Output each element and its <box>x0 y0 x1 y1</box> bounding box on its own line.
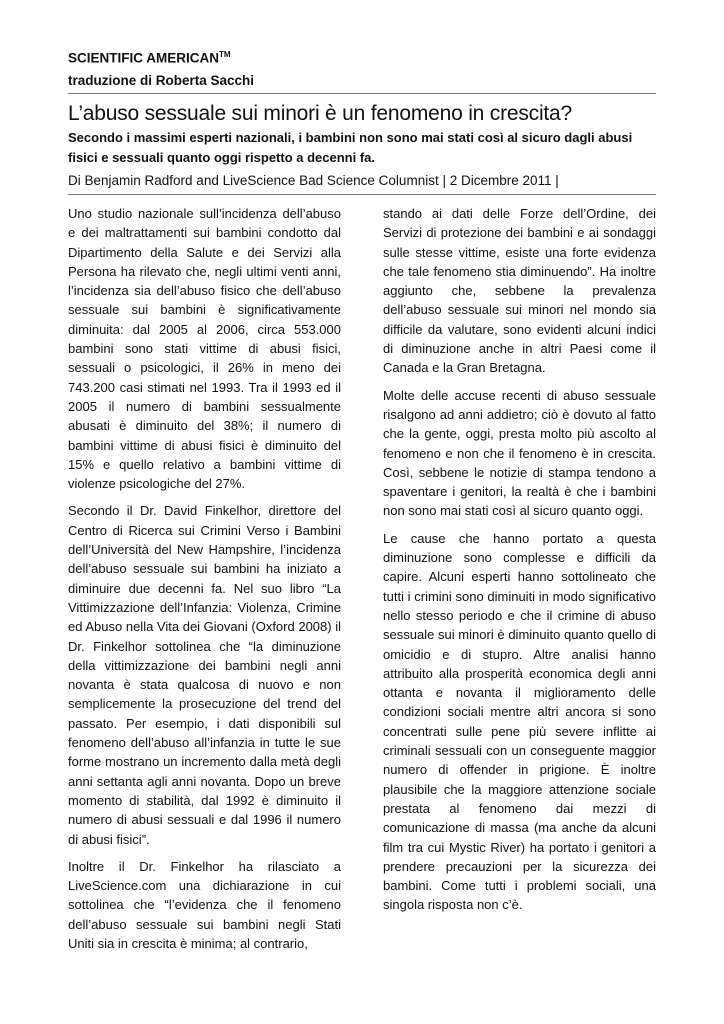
publication-name: SCIENTIFIC AMERICAN™ <box>68 50 231 66</box>
paragraph: Le cause che hanno portato a questa diminuzione sono complesse e difficili da capire. Alcuni esperti hanno sottolineato che tutti i crimini sono diminuiti in modo significativo nello stesso periodo e che il crimine di abuso sessuale sui minori è diminuito quanto quello di omicidio e di stupro. Altre analisi hanno attribuito alla prosperità economica degli anni ottanta e novanta il miglioramento delle condizioni sociali mentre altri ancora si sono concentrati sulle pene più severe inflitte ai criminali sessuali con un conseguente maggior numero di offender in prigione. È inoltre plausibile che la maggiore attenzione sociale prestata al fenomeno dai mezzi di comunicazione di massa (ma anche da alcuni film tra cui Mystic River) ha portato i genitori a prendere precauzioni per la sicurezza dei bambini. Come tutti i problemi sociali, una singola risposta non c’è. <box>383 530 656 913</box>
translator-credit: traduzione di Roberta Sacchi <box>68 72 255 88</box>
right-column <box>383 204 656 923</box>
article-subtitle: Secondo i massimi esperti nazionali, i bambini non sono mai stati così al sicuro dagli abusi fisici e sessuali quanto oggi rispetto a decenni fa. <box>68 130 633 165</box>
byline-divider <box>68 194 656 195</box>
header-divider <box>68 93 656 94</box>
document-header <box>68 44 254 92</box>
article-byline: Di Benjamin Radford and LiveScience Bad Science Columnist | 2 Dicembre 2011 | <box>68 173 559 188</box>
paragraph: Inoltre il Dr. Finkelhor ha rilasciato a LiveScience.com una dichiarazione in cui sottolinea che “l’evidenza che il fenomeno dell’abuso sessuale sui bambini negli Stati Uniti sia in crescita è minima; al contrario, <box>68 858 341 951</box>
paragraph: stando ai dati delle Forze dell’Ordine, dei Servizi di protezione dei bambini e ai sondaggi sulle stesse vittime, esiste una forte evidenza che tale fenomeno stia diminuendo”. Ha inoltre aggiunto che, sebbene la prevalenza dell’abuso sessuale sui minori nel mondo sia difficile da valutare, sono evidenti alcuni indici di diminuzione anche in altri Paesi come il Canada e la Gran Bretagna. <box>383 206 656 376</box>
article-title: L’abuso sessuale sui minori è un fenomeno in crescita? <box>68 102 572 125</box>
paragraph: Molte delle accuse recenti di abuso sessuale risalgono ad anni addietro; ciò è dovuto al fatto che la gente, oggi, presta molto più ascolto al fenomeno e non che il fenomeno è in crescita. Così, sebbene le notizie di stampa tendono a spaventare i genitori, la realtà è che i bambini non sono mai stati così al sicuro quanto oggi. <box>383 387 656 519</box>
left-column <box>68 204 341 961</box>
paragraph: Secondo il Dr. David Finkelhor, direttore del Centro di Ricerca sui Crimini Verso i Bambini dell’Università del New Hampshire, l’incidenza dell’abuso sessuale sui bambini ha iniziato a diminuire due decenni fa. Nel suo libro “La Vittimizzazione dell’Infanzia: Violenza, Crimine ed Abuso nella Vita dei Giovani (Oxford 2008) il Dr. Finkelhor sottolinea che “la diminuzione della vittimizzazione dei bambini negli anni novanta è stata qualcosa di nuovo e non semplicemente la prosecuzione del trend del passato. Per esempio, i dati disponibili sul fenomeno dell’abuso all’infanzia in tutte le sue forme mostrano un incremento dalla metà degli anni settanta agli anni novanta. Dopo un breve momento di stabilità, dal 1992 è diminuito il numero di abusi sessuali e dal 1996 il numero di abusi fisici”. <box>68 503 341 847</box>
paragraph: Uno studio nazionale sull’incidenza dell’abuso e dei maltrattamenti sui bambini condotto dal Dipartimento della Salute e dei Servizi alla Persona ha rilevato che, negli ultimi venti anni, l’incidenza sia dell’abuso fisico che dell’abuso sessuale sui bambini è significativamente diminuita: dal 2005 al 2006, circa 553.000 bambini sono stati vittime di abusi fisici, sessuali o psicologici, il 26% in meno dei 743.200 casi stimati nel 1993. Tra il 1993 ed il 2005 il numero di bambini sessualmente abusati è diminuito del 38%; il numero di bambini vittime di abusi fisici è diminuito del 15% e quello relativo a bambini vittime di violenze psicologiche del 27%. <box>68 206 341 492</box>
